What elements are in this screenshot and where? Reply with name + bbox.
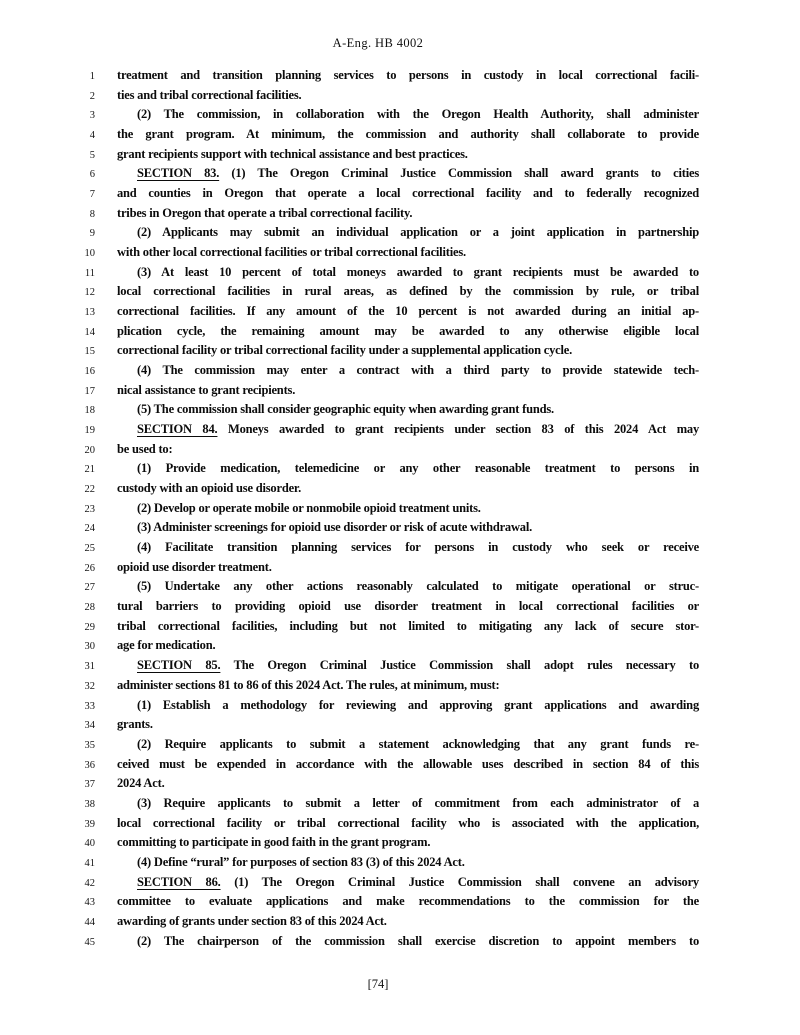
line-text: committing to participate in good faith in the grant program.: [117, 835, 431, 850]
line-text: 2024 Act.: [117, 776, 165, 791]
section-heading-label: SECTION 86.: [137, 874, 221, 889]
line-text: the grant program. At minimum, the commission and authority shall collaborate to provide: [117, 127, 699, 142]
line-number: 36: [84, 759, 95, 771]
document-line: [0, 184, 800, 204]
document-line: [0, 86, 800, 106]
document-line: [0, 499, 800, 519]
document-line: [0, 282, 800, 302]
line-text: nical assistance to grant recipients.: [117, 382, 296, 397]
line-number: 38: [84, 798, 95, 810]
line-number: 27: [84, 582, 95, 594]
document-line: [0, 420, 800, 440]
line-text: (1) Establish a methodology for reviewing and approving grant applications and awarding: [137, 697, 699, 712]
document-line: [0, 204, 800, 224]
line-text: (4) Facilitate transition planning services for persons in custody who seek or receive: [137, 540, 699, 555]
section-heading-label: SECTION 83.: [137, 166, 220, 181]
line-number: 30: [84, 641, 95, 653]
line-number: 29: [84, 621, 95, 633]
document-line: [0, 341, 800, 361]
document-line: [0, 696, 800, 716]
document-line: [0, 617, 800, 637]
section-heading-label: SECTION 85.: [137, 658, 221, 673]
line-number: 24: [84, 523, 95, 535]
document-line: [0, 66, 800, 86]
line-number: 35: [84, 739, 95, 751]
line-text: (2) Require applicants to submit a statement acknowledging that any grant funds re-: [137, 736, 699, 751]
line-text: tribal correctional facilities, including but not limited to mitigating any lack of secure stor-: [117, 618, 699, 633]
line-text: correctional facilities. If any amount of the 10 percent is not awarded during an initial ap-: [117, 304, 699, 319]
line-text: correctional facility or tribal correctional facility under a supplemental application cycle.: [117, 343, 573, 358]
section-heading-label: SECTION 84.: [137, 422, 218, 437]
line-number: 9: [89, 228, 95, 240]
line-number: 8: [89, 208, 95, 220]
document-line: [0, 715, 800, 735]
line-number: 2: [89, 90, 95, 102]
document-line: [0, 656, 800, 676]
line-text: opioid use disorder treatment.: [117, 559, 272, 574]
document-line: [0, 164, 800, 184]
document-line: [0, 577, 800, 597]
document-line: [0, 538, 800, 558]
document-line: [0, 774, 800, 794]
document-line: [0, 735, 800, 755]
document-line: [0, 223, 800, 243]
document-line: [0, 400, 800, 420]
document-line: [0, 912, 800, 932]
line-number: 3: [89, 110, 95, 122]
page-number: [74]: [367, 977, 389, 992]
line-text: treatment and transition planning services to persons in custody in local correctional facili-: [117, 68, 699, 82]
line-text: grants.: [117, 717, 153, 732]
line-text: (2) The commission, in collaboration with the Oregon Health Authority, shall administer: [137, 107, 699, 122]
line-text: with other local correctional facilities or tribal correctional facilities.: [117, 245, 466, 260]
bill-text-body: [0, 66, 800, 951]
document-line: [0, 518, 800, 538]
page-header-title: A-Eng. HB 4002: [332, 36, 424, 50]
document-line: [0, 676, 800, 696]
line-number: 14: [84, 326, 95, 338]
document-line: [0, 755, 800, 775]
line-text: (5) The commission shall consider geographic equity when awarding grant funds.: [137, 402, 554, 417]
line-number: 45: [84, 936, 95, 948]
line-number: 17: [84, 385, 95, 397]
document-line: [0, 361, 800, 381]
line-text: plication cycle, the remaining amount may be awarded to any otherwise eligible local: [117, 323, 699, 338]
line-number: 34: [84, 720, 95, 732]
line-text: age for medication.: [117, 638, 216, 653]
line-number: 19: [84, 425, 95, 437]
line-text: (2) Develop or operate mobile or nonmobile opioid treatment units.: [137, 500, 481, 515]
line-number: 25: [84, 543, 95, 555]
line-number: 32: [84, 680, 95, 692]
document-line: [0, 459, 800, 479]
line-number: 7: [89, 189, 95, 201]
line-text: (4) The commission may enter a contract with a third party to provide statewide tech-: [137, 363, 699, 378]
line-text: be used to:: [117, 441, 173, 456]
line-number: 4: [89, 130, 95, 142]
line-text: local correctional facilities in rural areas, as defined by the commission by rule, or tribal: [117, 284, 699, 299]
line-text: local correctional facility or tribal correctional facility who is associated with the application,: [117, 815, 699, 830]
line-text: (1) Provide medication, telemedicine or any other reasonable treatment to persons in: [137, 461, 699, 476]
document-line: [0, 932, 800, 952]
line-number: 20: [84, 444, 95, 456]
line-number: 13: [84, 307, 95, 319]
document-line: [0, 479, 800, 499]
line-number: 5: [89, 149, 95, 161]
line-text: (2) Applicants may submit an individual application or a joint application in partnership: [137, 225, 699, 240]
line-number: 39: [84, 818, 95, 830]
document-line: [0, 558, 800, 578]
line-number: 31: [84, 661, 95, 673]
document-line: [0, 873, 800, 893]
line-text: tural barriers to providing opioid use disorder treatment in local correctional facilities or: [117, 599, 699, 614]
line-number: 22: [84, 484, 95, 496]
line-number: 26: [84, 562, 95, 574]
line-number: 10: [84, 248, 95, 260]
line-number: 21: [84, 464, 95, 476]
line-number: 28: [84, 602, 95, 614]
document-line: [0, 833, 800, 853]
line-text: SECTION 83. (1) The Oregon Criminal Justice Commission shall award grants to cities: [137, 166, 699, 181]
line-number: 42: [84, 877, 95, 889]
line-text: SECTION 84. Moneys awarded to grant recipients under section 83 of this 2024 Act may: [137, 422, 700, 437]
line-text: ceived must be expended in accordance with the allowable uses described in section 84 of this: [117, 756, 699, 771]
document-line: [0, 440, 800, 460]
line-text: custody with an opioid use disorder.: [117, 481, 302, 496]
document-line: [0, 381, 800, 401]
line-text: (3) Administer screenings for opioid use disorder or risk of acute withdrawal.: [137, 520, 533, 535]
line-text: SECTION 85. The Oregon Criminal Justice Commission shall adopt rules necessary to: [137, 658, 700, 673]
line-text: tribes in Oregon that operate a tribal correctional facility.: [117, 205, 413, 220]
document-line: [0, 243, 800, 263]
line-number: 18: [84, 405, 95, 417]
line-number: 6: [89, 169, 95, 181]
line-text: and counties in Oregon that operate a local correctional facility and to federally recognized: [117, 186, 699, 201]
line-number: 23: [84, 503, 95, 515]
document-line: [0, 892, 800, 912]
line-text: (5) Undertake any other actions reasonably calculated to mitigate operational or struc-: [137, 579, 699, 594]
document-line: [0, 597, 800, 617]
line-number: 11: [84, 267, 95, 279]
line-text: (3) Require applicants to submit a letter of commitment from each administrator of a: [137, 795, 699, 810]
document-line: [0, 302, 800, 322]
line-number: 15: [84, 346, 95, 358]
document-line: [0, 125, 800, 145]
line-text: (2) The chairperson of the commission shall exercise discretion to appoint members to: [137, 933, 699, 948]
line-number: 33: [84, 700, 95, 712]
line-text: ties and tribal correctional facilities.: [117, 87, 302, 102]
document-line: [0, 814, 800, 834]
line-text: (3) At least 10 percent of total moneys awarded to grant recipients must be awarded to: [137, 264, 699, 279]
line-number: 40: [84, 838, 95, 850]
line-number: 1: [89, 71, 95, 82]
line-number: 37: [84, 779, 95, 791]
line-number: 16: [84, 366, 95, 378]
document-line: [0, 145, 800, 165]
line-text: awarding of grants under section 83 of this 2024 Act.: [117, 913, 387, 928]
document-line: [0, 322, 800, 342]
line-number: 44: [84, 916, 95, 928]
document-line: [0, 794, 800, 814]
document-line: [0, 105, 800, 125]
line-text: administer sections 81 to 86 of this 2024 Act. The rules, at minimum, must:: [117, 677, 500, 692]
line-text: (4) Define “rural” for purposes of section 83 (3) of this 2024 Act.: [137, 854, 465, 869]
line-number: 12: [84, 287, 95, 299]
document-line: [0, 853, 800, 873]
line-number: 43: [84, 897, 95, 909]
document-line: [0, 263, 800, 283]
line-text: grant recipients support with technical assistance and best practices.: [117, 146, 468, 161]
line-text: committee to evaluate applications and make recommendations to the commission for the: [117, 894, 699, 909]
line-text: SECTION 86. (1) The Oregon Criminal Justice Commission shall convene an advisory: [137, 874, 699, 889]
line-number: 41: [84, 857, 95, 869]
document-line: [0, 636, 800, 656]
